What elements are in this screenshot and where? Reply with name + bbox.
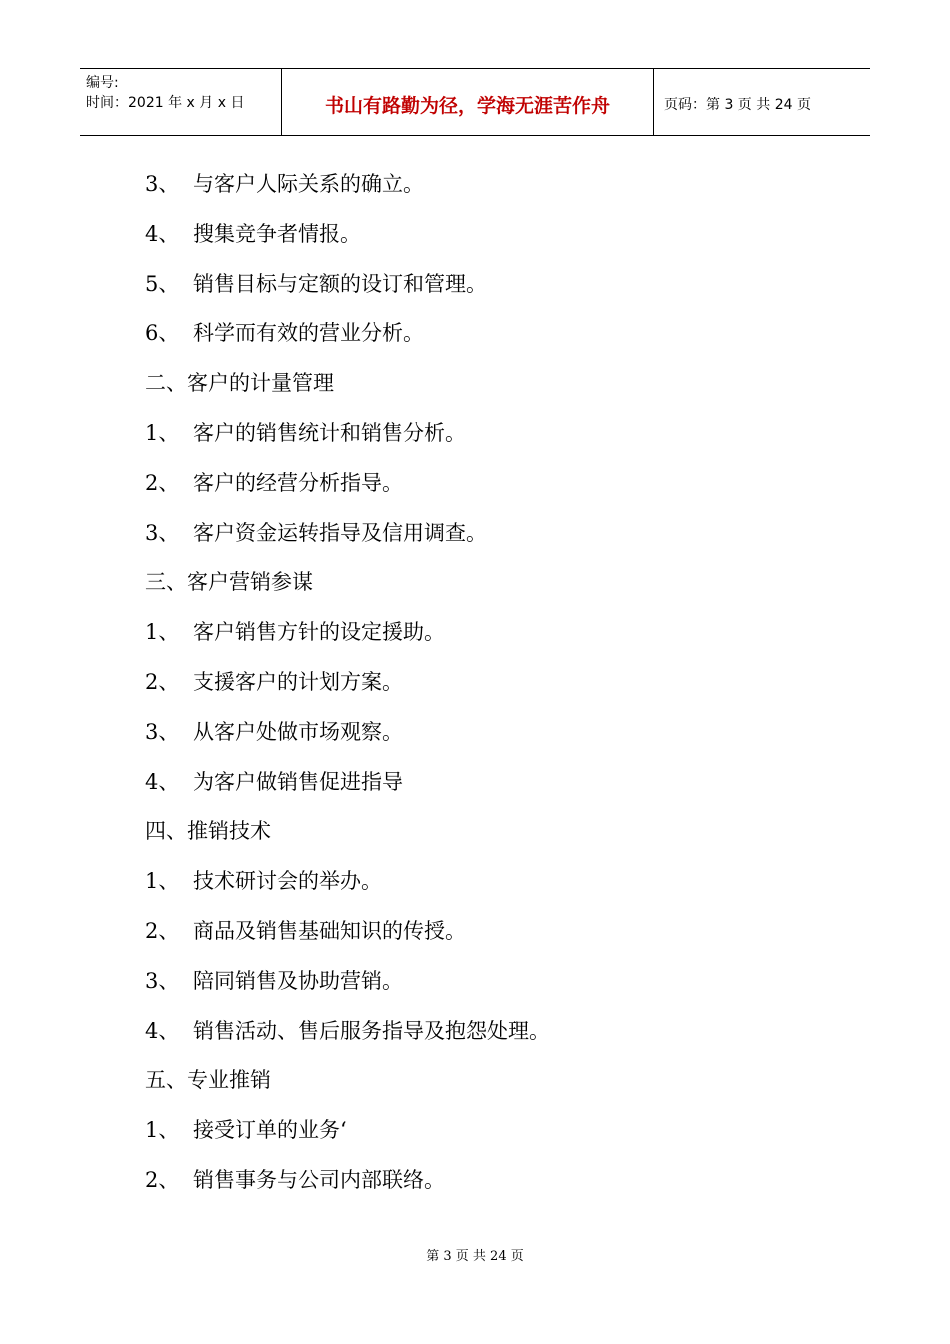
- list-item-text: 客户的经营分析指导。: [193, 470, 403, 495]
- date-label: 时间：2021 年 x 月 x 日: [86, 95, 245, 111]
- list-item-text: 科学而有效的营业分析。: [193, 321, 424, 346]
- section-heading-text: 三、客户营销参谋: [145, 570, 313, 595]
- list-item-text: 与客户人际关系的确立。: [193, 172, 424, 196]
- list-item: [145, 459, 845, 509]
- list-item: [145, 957, 845, 1007]
- list-item: [145, 409, 845, 459]
- list-item-text: 接受订单的业务‘: [193, 1118, 347, 1143]
- list-item-number: 2、: [145, 1167, 180, 1192]
- list-item-number: 2、: [145, 470, 180, 495]
- list-item: [145, 1156, 845, 1206]
- list-item-number: 5、: [145, 271, 180, 296]
- list-item-number: 3、: [145, 172, 180, 196]
- page-footer: 第 3 页 共 24 页: [426, 1249, 524, 1264]
- list-item: [145, 210, 845, 260]
- list-item: [145, 857, 845, 907]
- list-item-number: 3、: [145, 520, 180, 545]
- list-item-number: 3、: [145, 968, 180, 993]
- list-item-number: 1、: [145, 869, 180, 894]
- section-heading: [145, 807, 845, 857]
- list-item: [145, 509, 845, 559]
- section-heading-text: 五、专业推销: [145, 1068, 271, 1093]
- document-body: [145, 160, 845, 1206]
- header-meta: [80, 69, 282, 135]
- list-item-number: 6、: [145, 321, 180, 346]
- list-item-number: 2、: [145, 669, 180, 694]
- list-item: [145, 1106, 845, 1156]
- list-item-text: 销售活动、售后服务指导及抱怨处理。: [193, 1018, 550, 1043]
- list-item-text: 技术研讨会的举办。: [193, 869, 382, 894]
- list-item: [145, 160, 845, 210]
- list-item-text: 为客户做销售促进指导: [193, 769, 403, 794]
- list-item: [145, 708, 845, 758]
- list-item-number: 4、: [145, 1018, 180, 1043]
- list-item-text: 搜集竞争者情报。: [193, 221, 361, 246]
- list-item-number: 1、: [145, 1118, 180, 1143]
- header-page-info: 页码：第 3 页 共 24 页: [664, 97, 811, 113]
- code-label: 编号:: [86, 75, 119, 91]
- list-item-text: 商品及销售基础知识的传授。: [193, 918, 466, 943]
- list-item-number: 1、: [145, 420, 180, 445]
- list-item: [145, 260, 845, 310]
- list-item-text: 销售事务与公司内部联络。: [193, 1167, 445, 1192]
- list-item-number: 1、: [145, 620, 180, 645]
- list-item-text: 销售目标与定额的设订和管理。: [193, 271, 487, 296]
- header-motto: 书山有路勤为径，学海无涯苦作舟: [282, 69, 654, 135]
- section-heading-text: 二、客户的计量管理: [145, 371, 334, 396]
- list-item-text: 客户资金运转指导及信用调查。: [193, 520, 487, 545]
- list-item: [145, 907, 845, 957]
- list-item-text: 陪同销售及协助营销。: [193, 968, 403, 993]
- list-item: [145, 758, 845, 808]
- list-item: [145, 658, 845, 708]
- list-item-text: 支援客户的计划方案。: [193, 669, 403, 694]
- section-heading: [145, 359, 845, 409]
- list-item-text: 客户销售方针的设定援助。: [193, 620, 445, 645]
- list-item-number: 4、: [145, 221, 180, 246]
- list-item: [145, 608, 845, 658]
- list-item-number: 2、: [145, 918, 180, 943]
- list-item-number: 4、: [145, 769, 180, 794]
- list-item-text: 从客户处做市场观察。: [193, 719, 403, 744]
- list-item: [145, 309, 845, 359]
- section-heading: [145, 558, 845, 608]
- list-item-number: 3、: [145, 719, 180, 744]
- page-header: [80, 68, 870, 136]
- list-item-text: 客户的销售统计和销售分析。: [193, 420, 466, 445]
- section-heading-text: 四、推销技术: [145, 819, 271, 844]
- section-heading: [145, 1056, 845, 1106]
- list-item: [145, 1007, 845, 1057]
